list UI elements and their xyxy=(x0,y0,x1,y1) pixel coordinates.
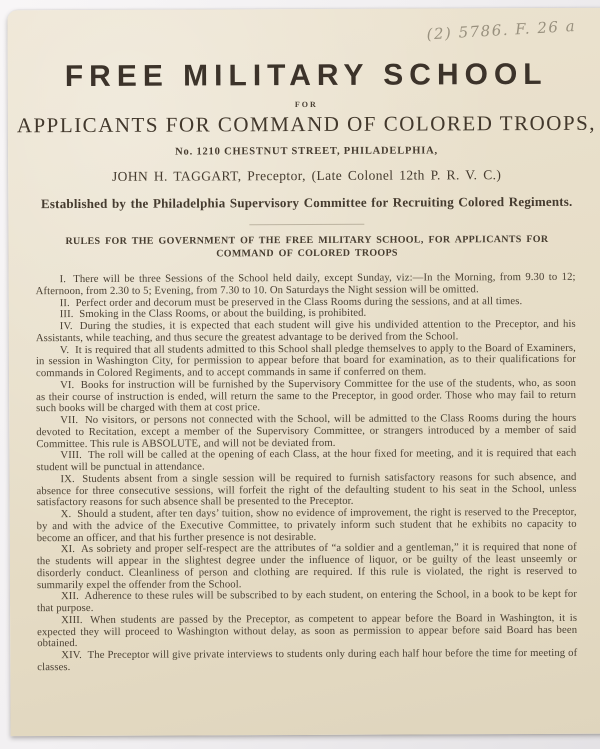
rule-item-5 xyxy=(36,342,576,380)
document-subtitle: APPLICANTS FOR COMMAND OF COLORED TROOPS, xyxy=(16,110,597,138)
established-line: Established by the Philadelphia Supervisory Committee for Recruiting Colored Regiments. xyxy=(40,193,573,212)
rule-numeral: VIII. xyxy=(60,449,82,462)
rule-text: Should a student, after ten days’ tuition, show no evidence of improvement, the right is reserved to the Preceptor, by and with the advice of the Executive Committee, to privately inform such student that he exhibits no capacity to become an officer, and that his further presence is not desirable. xyxy=(36,505,577,544)
rule-item-13 xyxy=(37,613,577,651)
rule-text: Students absent from a single session will be required to furnish satisfactory reasons for such absence, and absence for three consecutive sessions, will forfeit the right of the defaulting student to his seat in the School, unless satisfactory reasons for such absence shall be presented to the Preceptor. xyxy=(36,470,577,509)
rule-item-9 xyxy=(36,472,576,510)
rule-item-7 xyxy=(36,413,576,451)
rules-heading: RULES FOR THE GOVERNMENT OF THE FREE MILITARY SCHOOL, FOR APPLICANTS FOR COMMAND OF COLORED TROOPS xyxy=(65,233,549,260)
rule-numeral: XIII. xyxy=(61,613,83,626)
rule-text: Perfect order and decorum must be preserved in the Class Rooms during the sessions, and at all times. xyxy=(75,294,523,309)
rules-list xyxy=(36,272,578,674)
rule-item-11 xyxy=(37,542,577,591)
rule-numeral: VI. xyxy=(60,378,75,391)
document-title: FREE MILITARY SCHOOL xyxy=(64,57,548,94)
rule-numeral: IX. xyxy=(60,472,75,485)
rule-numeral: VII. xyxy=(60,414,79,427)
rule-numeral: V. xyxy=(59,343,70,356)
rule-numeral: I. xyxy=(59,273,67,286)
rule-text: During the studies, it is expected that each student will give his undivided attention to the Preceptor, and his Assistants, while teaching, and thus secure the greatest advantage to be derived from the School. xyxy=(35,317,576,344)
rule-text: Adherence to these rules will be subscribed to by each student, on entering the School, in a book to be kept for that purpose. xyxy=(37,588,577,615)
rule-text: No visitors, or persons not connected with the School, will be admitted to the Class Rooms during the hours devoted to Recitation, except a member of the Supervisory Committee, or strangers introduced by a member of said Committee. This rule is ABSOLUTE, and will not be deviated from. xyxy=(36,411,577,450)
rule-numeral: XII. xyxy=(60,590,79,603)
rule-item-14 xyxy=(37,648,577,674)
rule-text: The Preceptor will give private interviews to students only during each half hour before the time for meeting of classes. xyxy=(37,646,578,673)
rule-text: Books for instruction will be furnished by the Supervisory Committee for the use of the students, who, as soon as their course of instruction is ended, will return the same to the Preceptor, in good order. Those who may fail to return such books will be charged with them at cost price. xyxy=(36,376,577,415)
rule-text: When students are passed by the Preceptor, as competent to appear before the Board in Washington, it is expected they will proceed to Washington without delay, as soon as permission to appear before said Board has been obtained. xyxy=(37,611,578,650)
preceptor-line: JOHN H. TAGGART, Preceptor, (Late Colonel 12th P. R. V. C.) xyxy=(111,167,502,184)
rule-text: Smoking in the Class Rooms, or about the building, is prohibited. xyxy=(79,306,367,321)
rule-numeral: II. xyxy=(59,296,70,309)
rule-item-10 xyxy=(37,507,577,545)
rule-numeral: III. xyxy=(59,308,74,321)
rule-numeral: X. xyxy=(60,508,72,521)
rule-text: As sobriety and proper self-respect are the attributes of “a soldier and a gentleman,” it is required that none of the students will appear in the slightest degree under the influence of liquor, or be guilty of the least unseemly or disorderly conduct. Cleanliness of person and clothing are required. If this rule is violated, the right is reserved to summarily expel the offender from the School. xyxy=(36,541,577,591)
school-address: No. 1210 CHESTNUT STREET, PHILADELPHIA, xyxy=(175,145,438,158)
section-divider xyxy=(249,224,364,226)
rule-text: There will be three Sessions of the School held daily, except Sunday, viz:—In the Morning, from 9.30 to 12; Afternoon, from 2.30 to 5; Evening, from 7.30 to 10. On Saturdays the Night session will be omitted. xyxy=(35,270,576,297)
rule-numeral: XIV. xyxy=(61,648,82,662)
rule-text: The roll will be called at the opening of each Class, at the hour fixed for meeting, and it is required that each student will be punctual in attendance. xyxy=(36,447,577,474)
title-for-word: FOR xyxy=(294,99,318,110)
broadside-paper xyxy=(7,8,600,737)
rule-item-6 xyxy=(36,378,576,416)
rule-text: It is required that all students admitted to this School shall pledge themselves to apply to the Board of Examiners, in session in Washington City, for permission to appear before that board for examination, as to their qualifications for commands in Colored Regiments, and to accept commands in same if conferred on them. xyxy=(35,341,576,380)
rule-numeral: IV. xyxy=(59,320,73,333)
pencil-catalog-annotation: (2) 5786. F. 26 a xyxy=(426,16,577,44)
rule-numeral: XI. xyxy=(60,543,76,556)
masthead xyxy=(8,58,600,262)
